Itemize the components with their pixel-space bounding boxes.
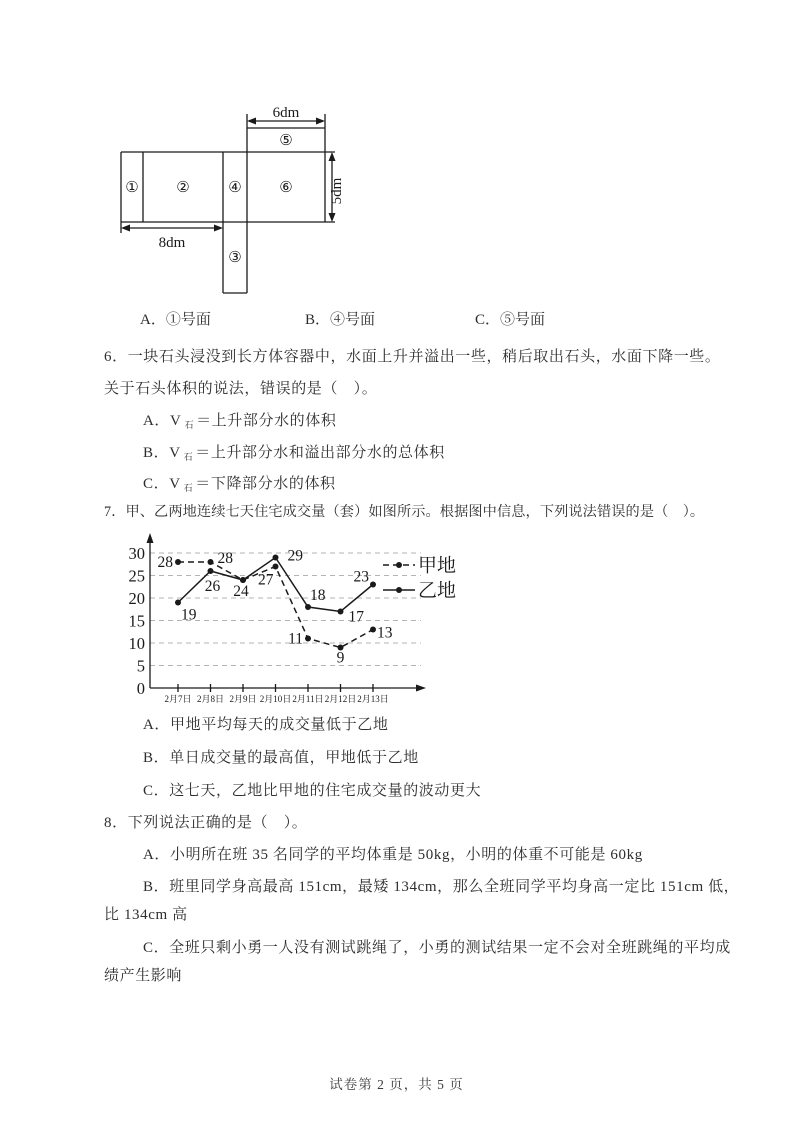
q5-option-c: C．⑤号面 (475, 312, 546, 328)
face-3-label: ③ (228, 248, 242, 266)
face-1-label: ① (125, 178, 139, 196)
question-7-stem: 7．甲、乙两地连续七天住宅成交量（套）如图所示。根据图中信息，下列说法错误的是（ ）。 (104, 504, 705, 520)
svg-text:19: 19 (181, 606, 197, 624)
question-8-option-c-cont: 绩产生影响 (104, 968, 183, 984)
question-7-option-b: B．单日成交量的最高值，甲地低于乙地 (143, 750, 419, 766)
svg-text:25: 25 (128, 566, 145, 586)
svg-text:0: 0 (136, 679, 145, 698)
svg-text:2月9日: 2月9日 (229, 694, 257, 704)
question-6-stem-line2: 关于石头体积的说法，错误的是（ ）。 (104, 381, 378, 397)
svg-text:15: 15 (128, 611, 145, 631)
svg-text:2月13日: 2月13日 (357, 694, 389, 704)
svg-text:18: 18 (310, 587, 326, 604)
svg-text:11: 11 (288, 630, 303, 648)
svg-text:20: 20 (128, 589, 145, 608)
svg-text:5: 5 (136, 656, 145, 676)
question-6-option-c: C．V $_石$ ＝下降部分水的体积 (143, 476, 336, 493)
question-7-option-a: A．甲地平均每天的成交量低于乙地 (143, 717, 389, 733)
question-8-option-b-cont: 比 134cm 高 (104, 907, 188, 923)
question-7-option-c: C．这七天，乙地比甲地的住宅成交量的波动更大 (143, 783, 482, 799)
svg-text:29: 29 (287, 547, 303, 565)
svg-text:甲地: 甲地 (418, 555, 457, 577)
svg-text:28: 28 (217, 550, 233, 567)
question-8-option-a: A．小明所在班 35 名同学的平均体重是 50kg，小明的体重不可能是 60kg (143, 847, 643, 863)
question-8-option-c: C．全班只剩小勇一人没有测试跳绳了，小勇的测试结果一定不会对全班跳绳的平均成 (143, 940, 731, 956)
question-6-stem-line1: 6．一块石头浸没到长方体容器中，水面上升并溢出一些，稍后取出石头，水面下降一些。 (104, 349, 721, 365)
question-8-stem: 8．下列说法正确的是（ ）。 (104, 815, 308, 831)
q5-option-b: B．④号面 (305, 312, 376, 328)
question-6-option-a: A．V $_石$ ＝上升部分水的体积 (143, 413, 337, 430)
svg-text:2月11日: 2月11日 (292, 694, 324, 704)
svg-text:9: 9 (336, 649, 345, 667)
svg-text:13: 13 (377, 624, 393, 642)
transactions-line-chart (103, 531, 468, 711)
svg-text:2月7日: 2月7日 (164, 694, 192, 704)
q5-option-a: A．①号面 (140, 312, 211, 328)
svg-text:2月8日: 2月8日 (196, 694, 225, 704)
question-6-option-b: B．V $_石$ ＝上升部分水和溢出部分水的总体积 (143, 445, 445, 462)
svg-text:2月10日: 2月10日 (259, 694, 292, 704)
svg-text:28: 28 (157, 554, 173, 571)
svg-text:24: 24 (233, 583, 249, 600)
face-4-label: ④ (228, 178, 242, 196)
face-5-label: ⑤ (279, 131, 293, 149)
dim-5dm-label: 5dm (329, 177, 345, 205)
page-footer: 试卷第 2 页，共 5 页 (329, 1077, 464, 1092)
dim-6dm-label: 6dm (272, 105, 300, 121)
svg-text:30: 30 (128, 544, 145, 563)
svg-text:2月12日: 2月12日 (324, 694, 357, 704)
box-net-figure (100, 100, 360, 300)
dim-8dm-label: 8dm (158, 235, 186, 251)
svg-text:26: 26 (204, 578, 221, 595)
question-8-option-b: B．班里同学身高最高 151cm，最矮 134cm，那么全班同学平均身高一定比 151cm 低， (143, 879, 740, 895)
face-6-label: ⑥ (279, 178, 293, 196)
face-2-label: ② (176, 178, 190, 196)
svg-text:23: 23 (353, 568, 369, 586)
svg-text:乙地: 乙地 (418, 580, 457, 602)
svg-text:10: 10 (128, 634, 145, 653)
svg-text:27: 27 (258, 571, 274, 589)
svg-text:17: 17 (348, 608, 364, 626)
